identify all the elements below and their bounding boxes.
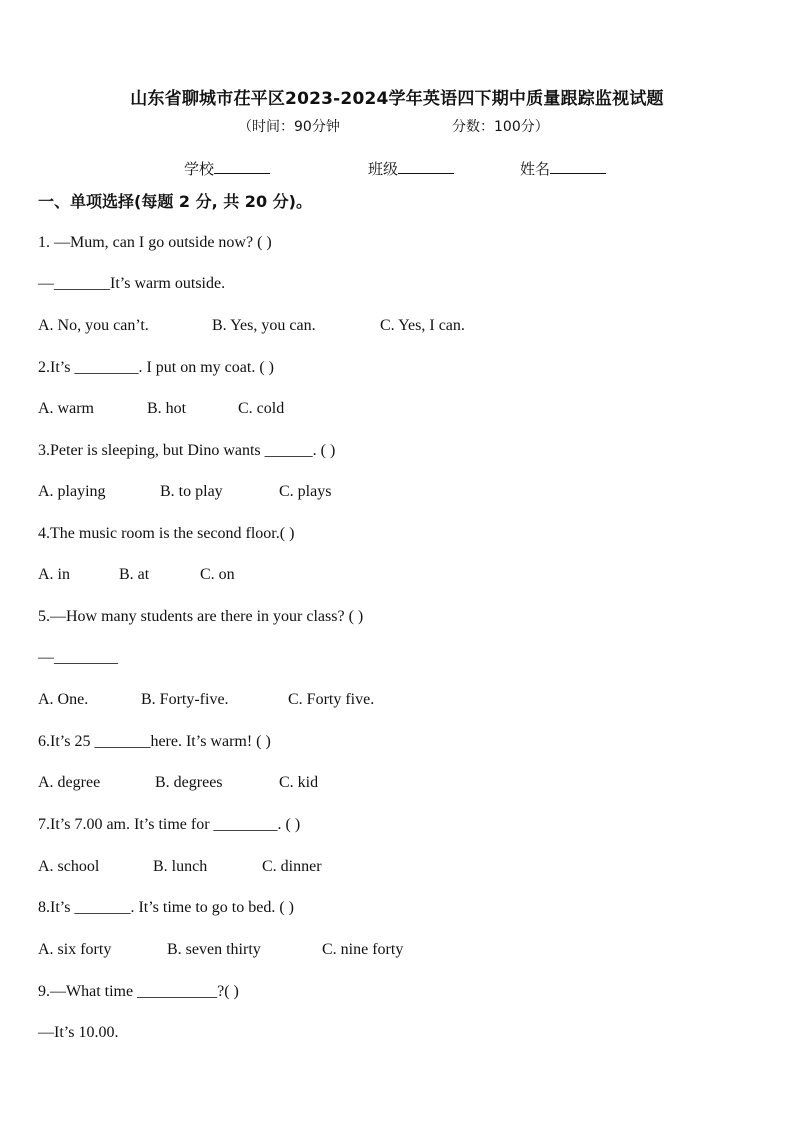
option-b[interactable]: B. lunch (153, 858, 208, 875)
option-c[interactable]: C. Yes, I can. (380, 317, 465, 334)
question-1-options (38, 316, 465, 336)
section-heading: 一、单项选择(每题 2 分, 共 20 分)。 (38, 192, 312, 211)
question-9-stem: 9.—What time __________?( ) (38, 983, 239, 1000)
question-6-options (38, 773, 318, 793)
option-c[interactable]: C. kid (279, 774, 319, 791)
option-b[interactable]: B. Yes, you can. (212, 317, 316, 334)
question-5-answer-line: —________ (38, 649, 118, 666)
option-a[interactable]: A. playing (38, 483, 106, 500)
question-4-stem: 4.The music room is the second floor.( ) (38, 525, 295, 542)
option-b[interactable]: B. Forty-five. (141, 691, 229, 708)
option-b[interactable]: B. seven thirty (167, 941, 261, 958)
question-5-stem: 5.—How many students are there in your class? ( ) (38, 608, 364, 625)
option-b[interactable]: B. degrees (155, 774, 223, 791)
question-1-answer-line: —_______It’s warm outside. (38, 275, 226, 292)
question-3-stem: 3.Peter is sleeping, but Dino wants ______. ( ) (38, 442, 336, 459)
name-field (520, 158, 606, 179)
option-c[interactable]: C. on (200, 566, 235, 583)
question-2-options (38, 399, 284, 419)
option-c[interactable]: C. cold (238, 400, 285, 417)
option-b[interactable]: B. hot (147, 400, 187, 417)
option-a[interactable]: A. No, you can’t. (38, 317, 149, 334)
option-b[interactable]: B. at (119, 566, 150, 583)
school-blank[interactable] (214, 159, 270, 174)
exam-time: （时间：90分钟 (238, 119, 340, 135)
question-2-stem: 2.It’s ________. I put on my coat. ( ) (38, 359, 274, 376)
question-7-options (38, 857, 322, 877)
exam-title: 山东省聊城市茌平区2023-2024学年英语四下期中质量跟踪监视试题 (130, 89, 664, 109)
option-a[interactable]: A. six forty (38, 941, 112, 958)
school-field (184, 158, 270, 179)
question-6-stem: 6.It’s 25 _______here. It’s warm! ( ) (38, 733, 271, 750)
question-8-options (38, 940, 403, 960)
question-8-stem: 8.It’s _______. It’s time to go to bed. ( ) (38, 899, 294, 916)
exam-score: 分数：100分） (452, 119, 549, 135)
question-3-options (38, 482, 331, 502)
class-blank[interactable] (398, 159, 454, 174)
option-a[interactable]: A. degree (38, 774, 101, 791)
option-a[interactable]: A. warm (38, 400, 94, 417)
name-blank[interactable] (550, 159, 606, 174)
class-field (368, 158, 454, 179)
option-c[interactable]: C. plays (279, 483, 332, 500)
option-c[interactable]: C. Forty five. (288, 691, 375, 708)
option-c[interactable]: C. nine forty (322, 941, 404, 958)
option-a[interactable]: A. in (38, 566, 70, 583)
question-1-stem: 1. —Mum, can I go outside now? ( ) (38, 234, 272, 251)
option-a[interactable]: A. One. (38, 691, 89, 708)
question-7-stem: 7.It’s 7.00 am. It’s time for ________. ( ) (38, 816, 301, 833)
school-label: 学校 (184, 160, 215, 178)
question-9-answer-line: —It’s 10.00. (38, 1024, 119, 1041)
question-4-options (38, 565, 235, 585)
option-b[interactable]: B. to play (160, 483, 223, 500)
question-5-options (38, 690, 374, 710)
name-label: 姓名 (520, 160, 551, 178)
option-a[interactable]: A. school (38, 858, 100, 875)
class-label: 班级 (368, 160, 399, 178)
option-c[interactable]: C. dinner (262, 858, 322, 875)
